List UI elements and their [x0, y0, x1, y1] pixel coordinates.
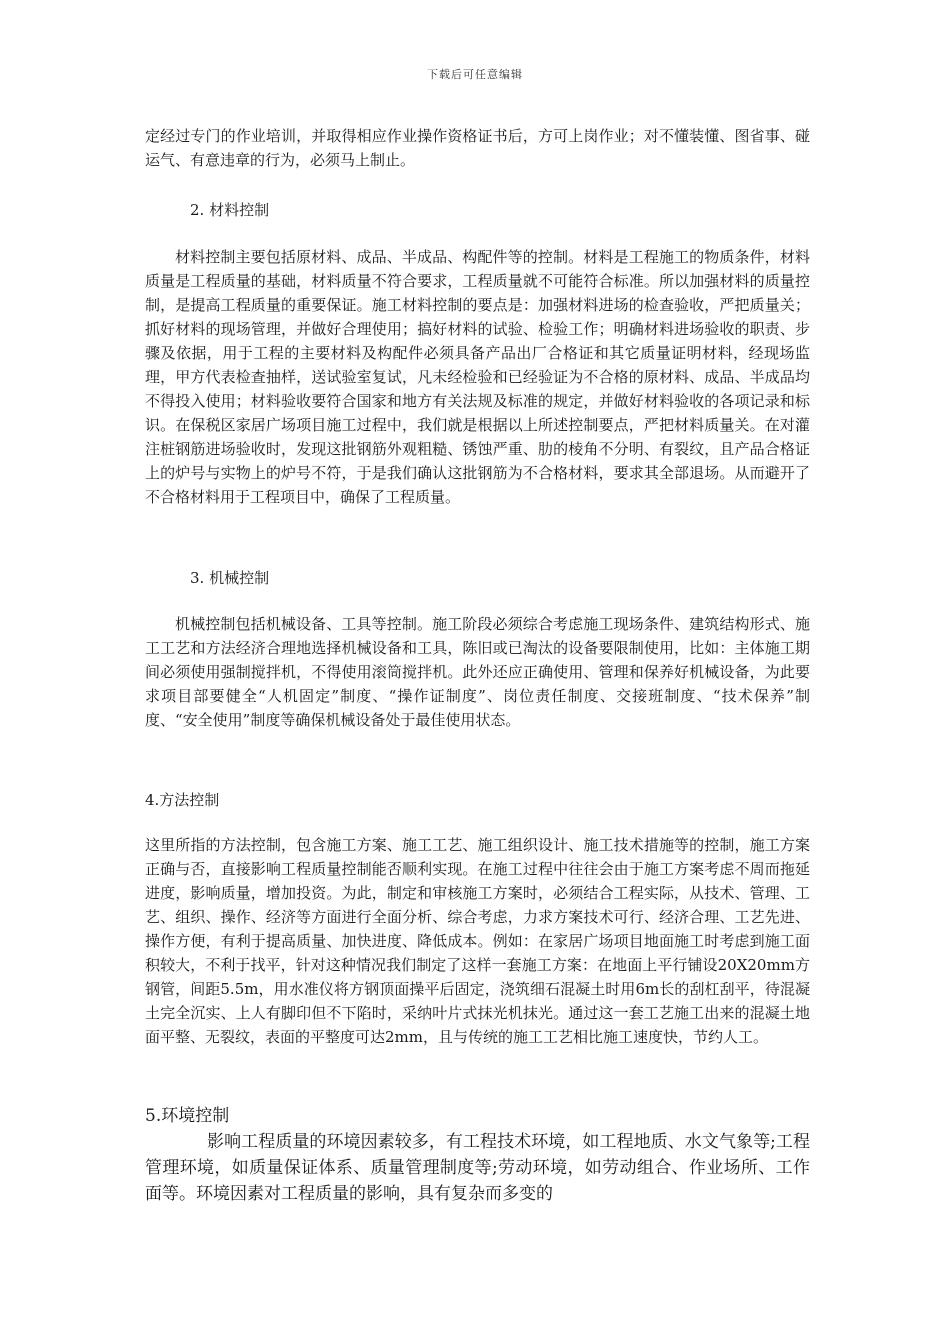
heading-material-control: 2. 材料控制: [190, 201, 270, 219]
page-header: 下载后可任意编辑: [427, 68, 523, 81]
paragraph-environment-control: [145, 1129, 810, 1207]
paragraph-environment-text: 影响工程质量的环境因素较多，有工程技术环境，如工程地质、水文气象等;工程管理环境，如质量保证体系、质量管理制度等;劳动环境，如劳动组合、作业场所、工作面等。环境因素对工程质量的影响，具有复杂而多变的: [145, 1132, 810, 1204]
paragraph-method-control: 这里所指的方法控制，包含施工方案、施工工艺、施工组织设计、施工技术措施等的控制，施工方案正确与否，直接影响工程质量控制能否顺利实现。在施工过程中往往会由于施工方案考虑不周而拖延进度，影响质量，增加投资。为此，制定和审核施工方案时，必须结合工程实际，从技术、管理、工艺、组织、操作、经济等方面进行全面分析、综合考虑，力求方案技术可行、经济合理、工艺先进、操作方便，有利于提高质量、加快进度、降低成本。例如：在家居广场项目地面施工时考虑到施工面积较大，不利于找平，针对这种情况我们制定了这样一套施工方案：在地面上平行铺设20X20mm方钢管，间距5.5m，用水准仪将方钢顶面操平后固定，浇筑细石混凝土时用6m长的刮杠刮平，待混凝土完全沉实、上人有脚印但不下陷时，采纳叶片式抹光机抹光。通过这一套工艺施工出来的混凝土地面平整、无裂纹，表面的平整度可达2mm，且与传统的施工工艺相比施工速度快，节约人工。: [145, 836, 810, 1046]
paragraph-material-control: 材料控制主要包括原材料、成品、半成品、构配件等的控制。材料是工程施工的物质条件，材料质量是工程质量的基础，材料质量不符合要求，工程质量就不可能符合标准。所以加强材料的质量控制，是提高工程质量的重要保证。施工材料控制的要点是：加强材料进场的检查验收，严把质量关；抓好材料的现场管理，并做好合理使用；搞好材料的试验、检验工作；明确材料进场验收的职责、步骤及依据，用于工程的主要材料及构配件必须具备产品出厂合格证和其它质量证明材料，经现场监理，甲方代表检查抽样，送试验室复试，凡未经检验和已经验证为不合格的原材料、成品、半成品均不得投入使用；材料验收要符合国家和地方有关法规及标准的规定，并做好材料验收的各项记录和标识。在保税区家居广场项目施工过程中，我们就是根据以上所述控制要点，严把材料质量关。在对灌注桩钢筋进场验收时，发现这批钢筋外观粗糙、锈蚀严重、肋的棱角不分明、有裂纹，且产品合格证上的炉号与实物上的炉号不符，于是我们确认这批钢筋为不合格材料，要求其全部退场。从而避开了不合格材料用于工程项目中，确保了工程质量。: [145, 248, 810, 506]
paragraph-worker-training: 定经过专门的作业培训，并取得相应作业操作资格证书后，方可上岗作业；对不懂装懂、图省事、碰运气、有意违章的行为，必须马上制止。: [145, 127, 810, 169]
heading-machine-control: 3. 机械控制: [190, 569, 270, 587]
paragraph-machine-control: 机械控制包括机械设备、工具等控制。施工阶段必须综合考虑施工现场条件、建筑结构形式、施工工艺和方法经济合理地选择机械设备和工具，陈旧或已淘汰的设备要限制使用，比如：主体施工期间必须使用强制搅拌机，不得使用滚筒搅拌机。此外还应正确使用、管理和保养好机械设备，为此要求项目部要健全“人机固定”制度、“操作证制度”、岗位责任制度、交接班制度、“技术保养”制度、“安全使用”制度等确保机械设备处于最佳使用状态。: [145, 615, 810, 729]
heading-method-control: 4.方法控制: [145, 791, 220, 809]
heading-environment-control: 5.环境控制: [145, 1106, 230, 1126]
